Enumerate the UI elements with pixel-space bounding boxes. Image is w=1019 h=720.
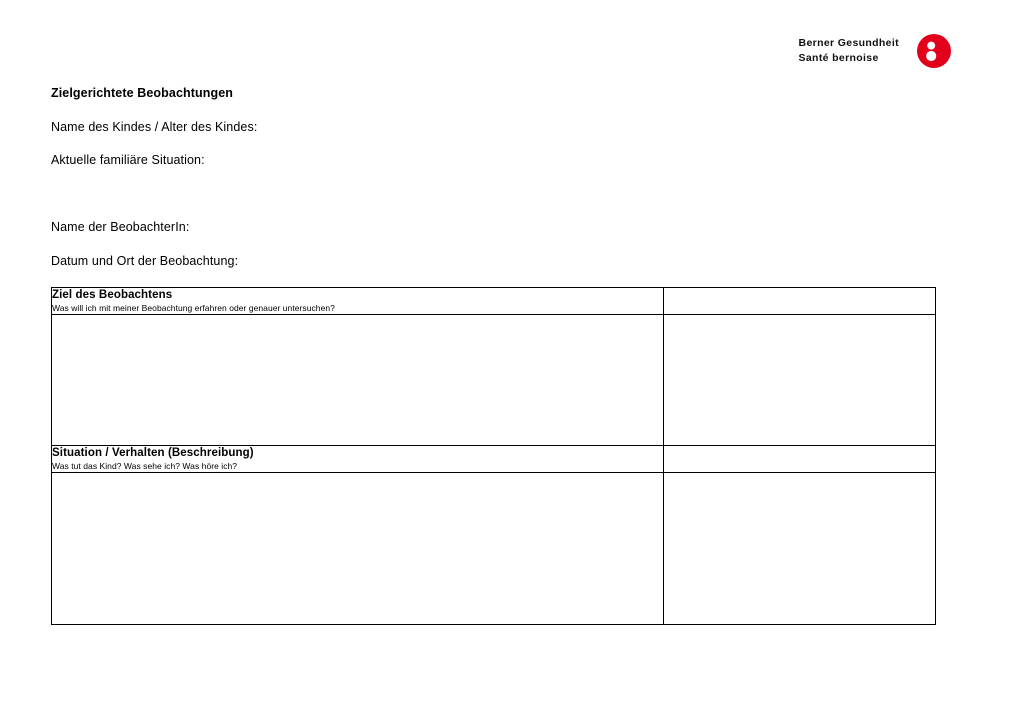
label-date-place: Datum und Ort der Beobachtung: [51,254,239,268]
berner-gesundheit-logo-icon [917,34,951,68]
observation-table [51,287,936,625]
section-1-heading: Ziel des Beobachtens [52,289,173,301]
brand-name-de: Berner Gesundheit [798,36,899,49]
section-2-subheading: Was tut das Kind? Was sehe ich? Was höre ich? [52,461,238,472]
section-2-right-header-cell[interactable] [664,446,936,473]
brand-name-fr: Santé bernoise [798,52,879,64]
table-row [52,315,936,446]
label-family-situation: Aktuelle familiäre Situation: [51,153,205,167]
section-1-right-body-cell[interactable] [664,315,936,446]
section-2-header-cell [52,446,664,473]
section-2-left-body-cell[interactable] [52,473,664,625]
section-2-heading: Situation / Verhalten (Beschreibung) [52,447,254,459]
label-observer-name: Name der BeobachterIn: [51,220,190,234]
section-1-header-cell [52,288,664,315]
section-1-right-header-cell[interactable] [664,288,936,315]
section-1-subheading: Was will ich mit meiner Beobachtung erfahren oder genauer untersuchen? [52,303,335,314]
table-row [52,446,936,473]
table-row [52,473,936,625]
section-1-left-body-cell[interactable] [52,315,664,446]
brand-block [799,34,951,68]
table-row [52,288,936,315]
section-2-right-body-cell[interactable] [664,473,936,625]
brand-text [799,36,899,66]
page-title: Zielgerichtete Beobachtungen [51,86,233,100]
label-child-name-age: Name des Kindes / Alter des Kindes: [51,120,258,134]
